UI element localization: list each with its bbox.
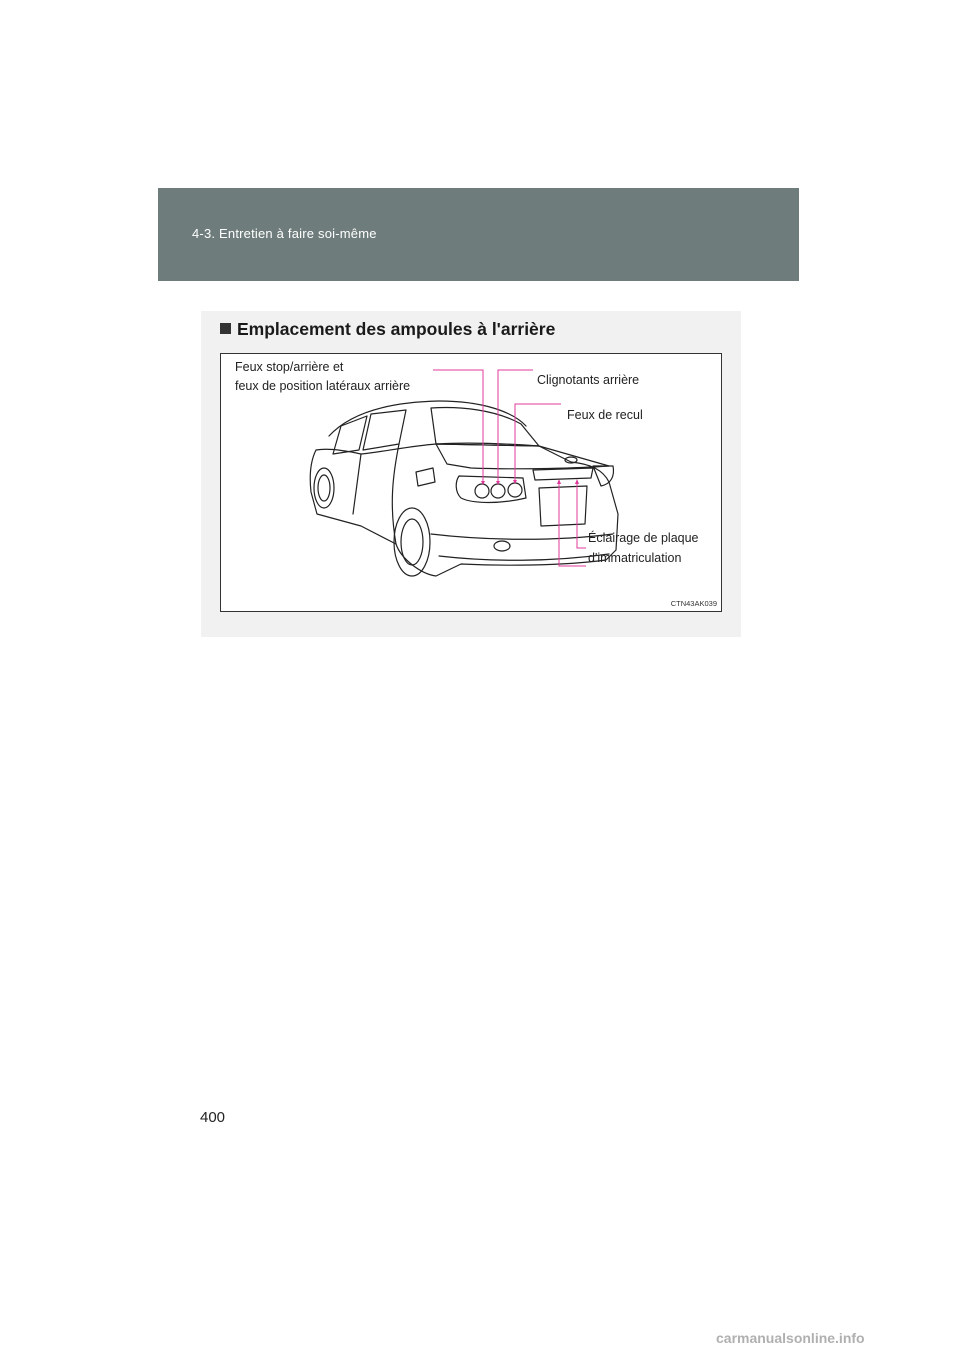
callout-plate-light — [588, 529, 699, 568]
body-outline — [310, 444, 618, 576]
front-wheel — [314, 468, 334, 508]
panel-heading — [220, 319, 555, 340]
callout-stop-lights — [235, 358, 410, 396]
callout-turn-signals: Clignotants arrière — [537, 373, 640, 387]
rear-wheel-rim — [401, 519, 423, 565]
plate-garnish — [533, 468, 593, 480]
rear-wheel — [394, 508, 430, 576]
fog-light — [494, 541, 510, 551]
section-header-band — [158, 188, 799, 281]
figure-code: CTN43AK039 — [670, 599, 717, 608]
page-number: 400 — [200, 1109, 226, 1126]
callout-stop-line2: feux de position latéraux arrière — [235, 379, 411, 393]
section-title: 4-3. Entretien à faire soi-même — [192, 226, 377, 241]
content-panel — [201, 311, 741, 637]
watermark: carmanualsonline.info — [716, 1330, 865, 1346]
door-line-front — [353, 454, 361, 514]
front-wheel-rim — [318, 475, 330, 501]
bumper-lower — [439, 554, 609, 560]
callout-reverse-lights: Feux de recul — [567, 408, 643, 422]
callout-stop-line1: Feux stop/arrière et — [235, 360, 344, 374]
bumper-line — [431, 534, 613, 539]
leader-stop — [433, 370, 483, 484]
trunk-lid — [436, 444, 609, 469]
bulb-stop — [475, 484, 489, 498]
rear-bulb-figure — [220, 353, 722, 612]
square-bullet-icon — [220, 323, 231, 334]
plate-area — [539, 486, 587, 526]
callout-plate-line1: Éclairage de plaque — [588, 531, 699, 545]
leader-plate-b — [577, 482, 586, 548]
bulb-reverse — [508, 483, 522, 497]
side-window-front — [333, 416, 367, 454]
callout-plate-line2: d'immatriculation — [588, 551, 682, 565]
roof-outline — [329, 401, 526, 436]
rear-window — [431, 408, 539, 446]
leader-reverse — [515, 404, 561, 483]
panel-title-text: Emplacement des ampoules à l'arrière — [237, 319, 556, 339]
bulb-turn — [491, 484, 505, 498]
fuel-door — [416, 468, 435, 486]
